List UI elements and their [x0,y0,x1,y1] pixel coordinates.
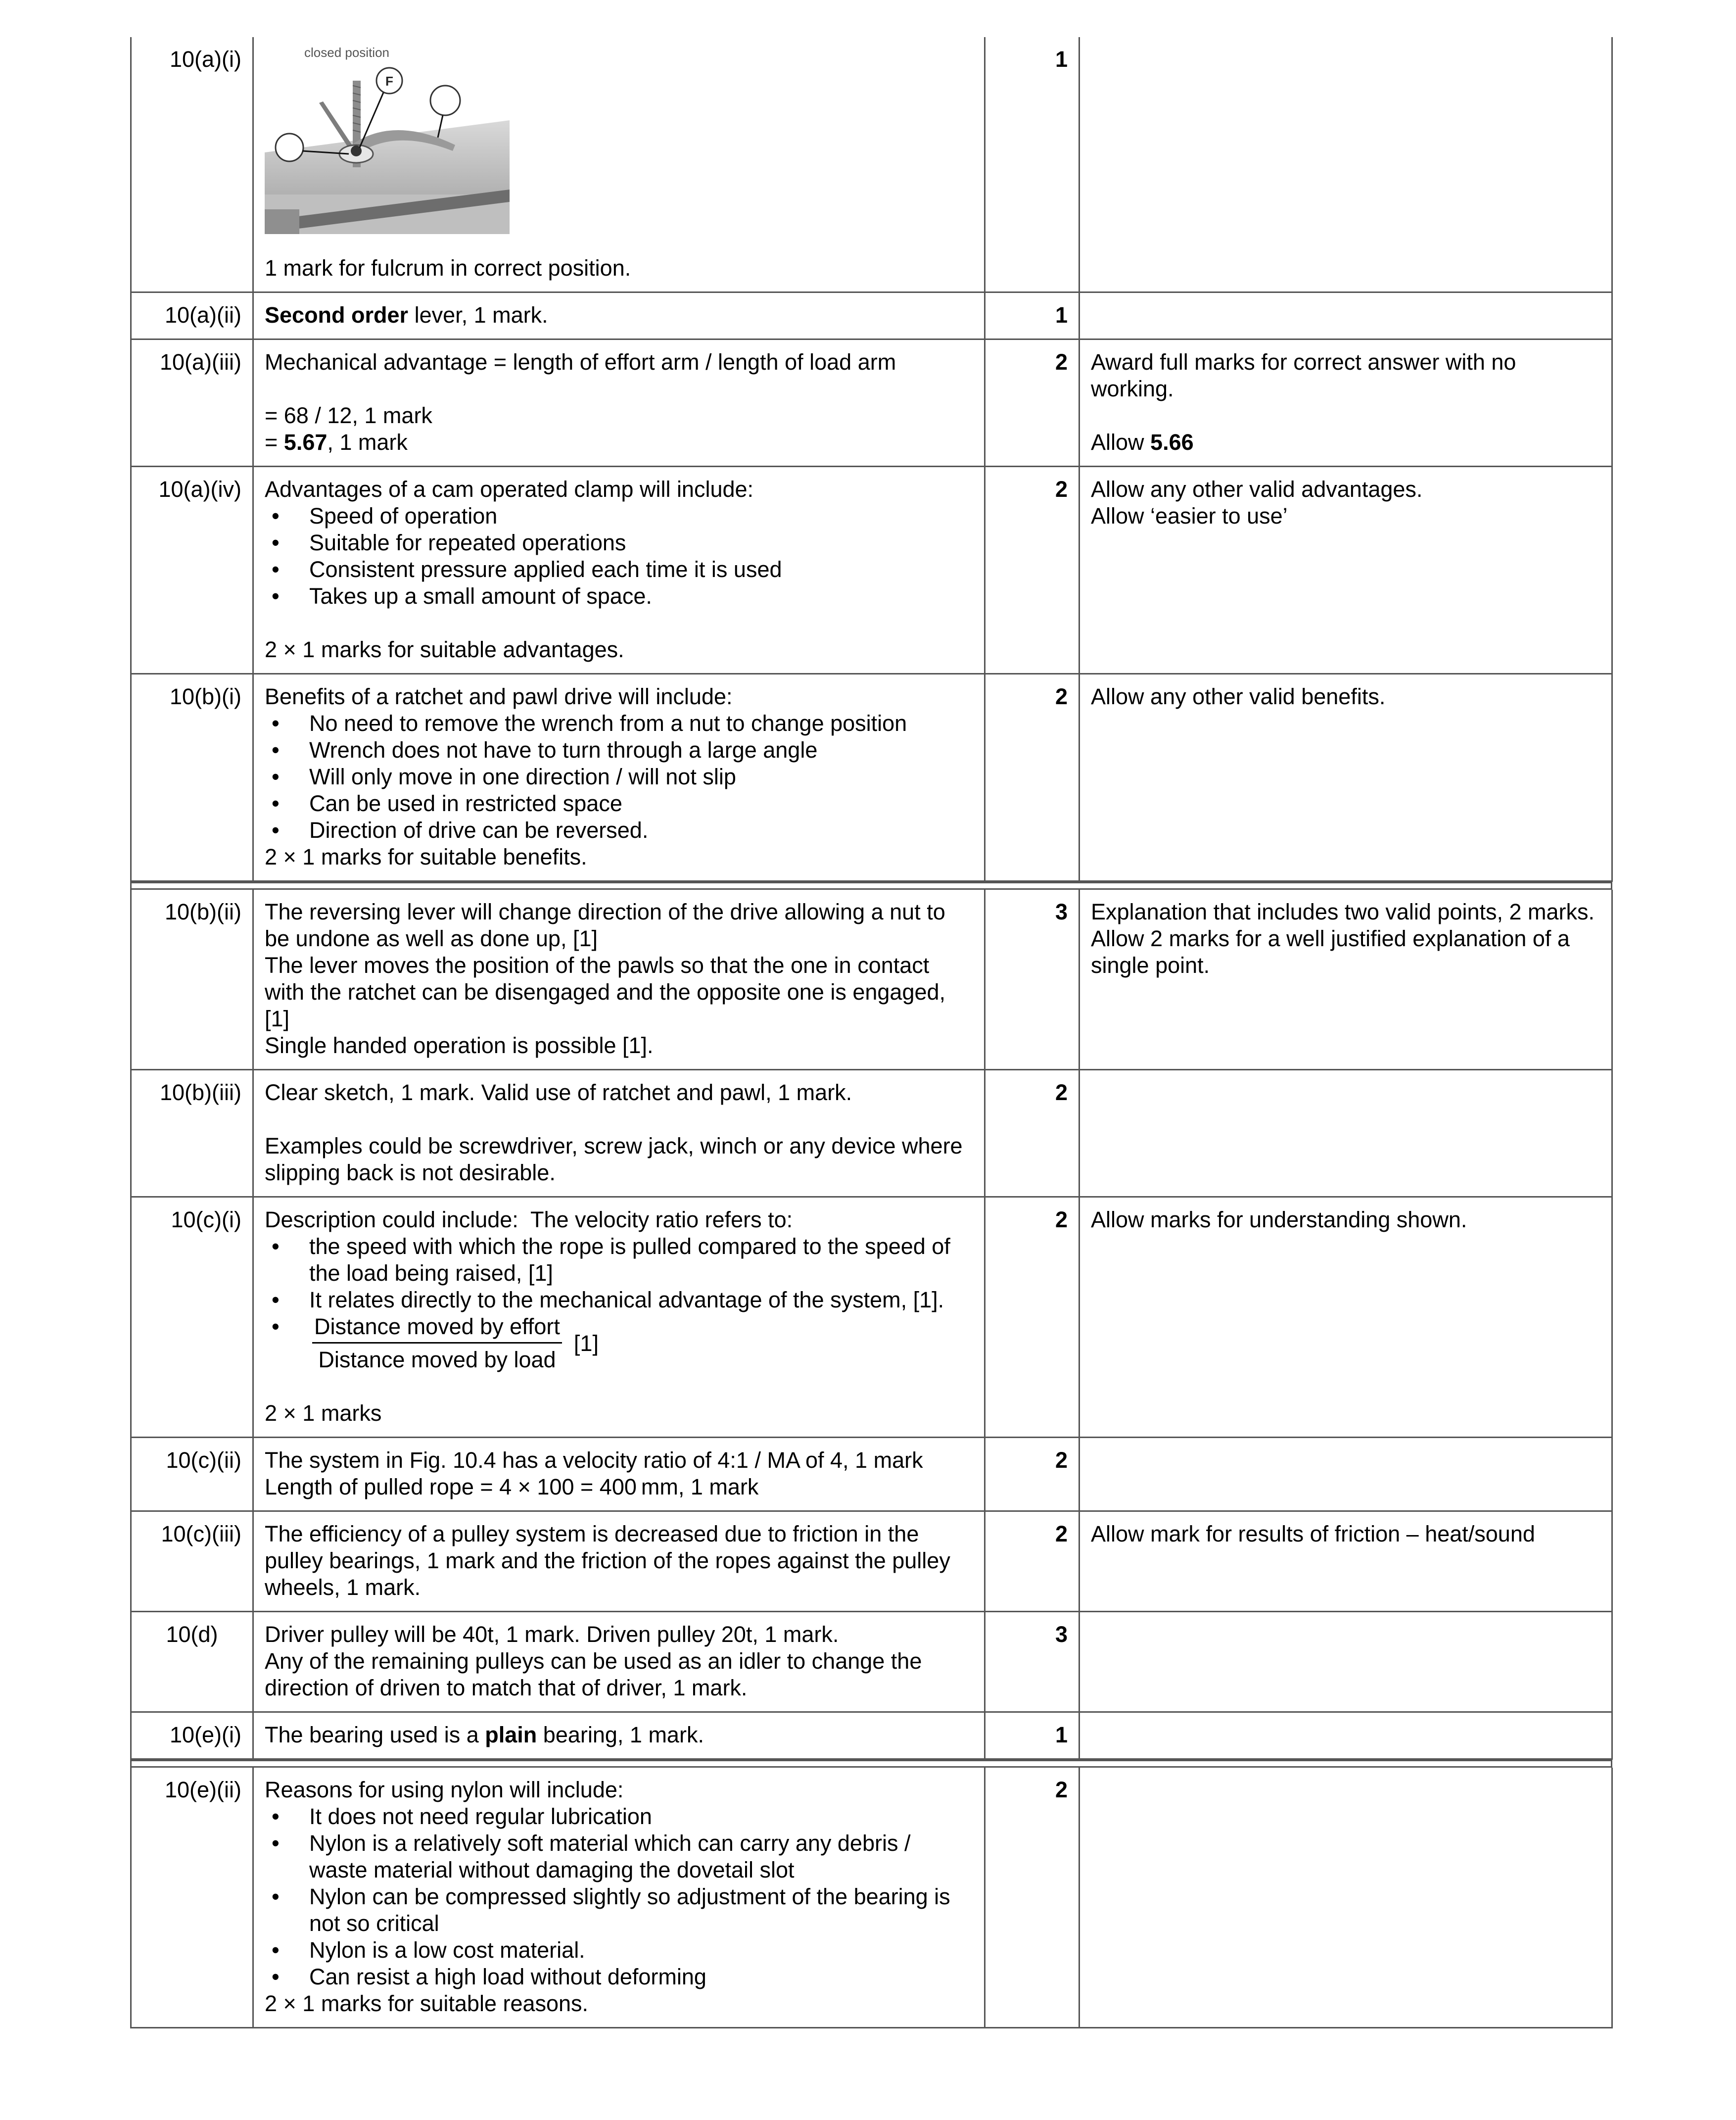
guidance-cell [1079,37,1612,292]
table-row [131,674,1612,881]
question-number: 10(e)(i) [131,1712,253,1759]
answer-line: The efficiency of a pulley system is decreased due to friction in the pulley bearings, 1 mark and the friction of the ropes against the pulley wheels, 1 mark. [265,1521,957,1600]
answer-cell [253,1070,985,1197]
answer-line: Driver pulley will be 40t, 1 mark. Driven pulley 20t, 1 mark. [265,1622,839,1647]
table-row [131,467,1612,674]
answer-line: Single handed operation is possible [1]. [265,1033,654,1058]
marks: 2 [985,1197,1079,1438]
answer-bold: Second order [265,302,409,328]
guidance-cell [1079,467,1612,674]
fulcrum-marker-label: F [385,74,393,89]
guidance-line: Allow 5.66 [1091,430,1194,455]
answer-cell [253,1511,985,1612]
answer-cell [253,339,985,467]
answer-line: = 68 / 12, 1 mark [265,403,432,428]
table-row [131,890,1612,1070]
answer-line: The reversing lever will change direction of the drive allowing a nut to be undone as well as done up, [1] [265,899,952,951]
question-number: 10(a)(iii) [131,339,253,467]
question-number: 10(e)(ii) [131,1768,253,2028]
answer-cell [253,37,985,292]
answer-text: lever, 1 mark. [408,302,548,328]
question-number: 10(c)(i) [131,1197,253,1438]
table-row [131,1768,1612,2028]
list-item: • Wrench does not have to turn through a large angle [265,737,973,764]
list-item: • No need to remove the wrench from a nut to change position [265,710,973,737]
answer-line: Any of the remaining pulleys can be used as an idler to change the direction of driven to match that of driver, 1 mark. [265,1648,928,1700]
answer-line: The system in Fig. 10.4 has a velocity ratio of 4:1 / MA of 4, 1 mark [265,1447,923,1473]
question-number: 10(c)(iii) [131,1511,253,1612]
guidance-cell: Allow marks for understanding shown. [1079,1197,1612,1438]
list-item: • Suitable for repeated operations [265,530,973,556]
answer-intro: Description could include: The velocity ratio refers to: [265,1207,793,1232]
guidance-line: Allow ‘easier to use’ [1091,503,1288,529]
marks: 2 [985,339,1079,467]
fraction-mark: [1] [573,1330,599,1356]
question-number: 10(c)(ii) [131,1438,253,1511]
answer-cell [253,1438,985,1511]
answer-intro: Benefits of a ratchet and pawl drive will include: [265,684,733,709]
answer-tail: 2 × 1 marks for suitable benefits. [265,844,587,869]
list-item: • It does not need regular lubrication [265,1803,973,1830]
guidance-cell: Allow any other valid benefits. [1079,674,1612,881]
marks: 3 [985,1612,1079,1712]
velocity-ratio-fraction [312,1313,562,1373]
guidance-line: Award full marks for correct answer with no working. [1091,349,1522,401]
marks: 2 [985,467,1079,674]
answer-cell [253,1612,985,1712]
answer-line: Clear sketch, 1 mark. Valid use of ratchet and pawl, 1 mark. [265,1080,852,1105]
fraction-numerator: • Distance moved by effort [312,1313,562,1344]
table-divider [130,1760,1612,1768]
question-number: 10(a)(iv) [131,467,253,674]
answer-cell: The bearing used is a plain bearing, 1 mark. [253,1712,985,1759]
answer-line: Mechanical advantage = length of effort arm / length of load arm [265,349,896,375]
guidance-cell [1079,339,1612,467]
guidance-cell [1079,890,1612,1070]
table-row [131,1511,1612,1612]
table-row [131,1070,1612,1197]
table-divider [130,882,1612,890]
bullet-list [265,710,973,844]
list-item: • Will only move in one direction / will not slip [265,764,973,790]
mark-scheme-page [130,37,1612,2028]
list-item: • Consistent pressure applied each time it is used [265,556,973,583]
answer-intro: Reasons for using nylon will include: [265,1777,624,1802]
marks: 1 [985,292,1079,339]
answer-tail: 2 × 1 marks for suitable reasons. [265,1991,589,2016]
answer-text: 1 mark for fulcrum in correct position. [265,255,631,281]
table-row [131,292,1612,339]
table-row [131,339,1612,467]
list-item: • Can resist a high load without deforming [265,1964,973,1990]
clamp-photo [265,46,510,234]
answer-tail: 2 × 1 marks [265,1400,382,1426]
list-item-fraction [265,1313,973,1373]
mark-scheme-table-1 [130,37,1613,882]
list-item: • It relates directly to the mechanical advantage of the system, [1]. [265,1287,973,1313]
bullet-list [265,1803,973,1990]
answer-cell [253,890,985,1070]
bullet-list [265,1233,973,1373]
guidance-line: Explanation that includes two valid points, 2 marks. [1091,899,1595,924]
fraction-denominator: Distance moved by load [318,1347,556,1372]
answer-line: Length of pulled rope = 4 × 100 = 400 mm, 1 mark [265,1474,759,1499]
answer-bold: 5.67 [283,430,328,455]
marks: 1 [985,37,1079,292]
marks: 2 [985,1768,1079,2028]
answer-intro: Advantages of a cam operated clamp will include: [265,477,754,502]
marks: 3 [985,890,1079,1070]
list-item: • Nylon can be compressed slightly so adjustment of the bearing is not so critical [265,1883,973,1937]
guidance-cell [1079,292,1612,339]
list-item: • Nylon is a low cost material. [265,1937,973,1964]
photo-caption: closed position [304,46,389,60]
answer-cell [253,674,985,881]
marks: 2 [985,674,1079,881]
answer-cell [253,292,985,339]
guidance-bold: 5.66 [1150,430,1194,455]
list-item: • Can be used in restricted space [265,790,973,817]
question-number: 10(b)(ii) [131,890,253,1070]
table-row [131,1438,1612,1511]
guidance-cell: Allow mark for results of friction – heat/sound [1079,1511,1612,1612]
table-row [131,1197,1612,1438]
guidance-line: Allow any other valid advantages. [1091,477,1423,502]
list-item: • Takes up a small amount of space. [265,583,973,610]
question-number: 10(a)(i) [131,37,253,292]
table-row [131,1712,1612,1759]
answer-line: = 5.67, 1 mark [265,430,408,455]
answer-cell [253,1768,985,2028]
table-row [131,37,1612,292]
answer-cell [253,467,985,674]
marks: 2 [985,1438,1079,1511]
guidance-cell [1079,1712,1612,1759]
answer-bold: plain [485,1722,537,1747]
list-item: • Speed of operation [265,503,973,530]
guidance-cell [1079,1438,1612,1511]
marks: 2 [985,1511,1079,1612]
answer-line: The lever moves the position of the pawls so that the one in contact with the ratchet can be disengaged and the opposite one is engaged, [1] [265,953,952,1031]
question-number: 10(d) [131,1612,253,1712]
marks: 1 [985,1712,1079,1759]
question-number: 10(b)(i) [131,674,253,881]
answer-line: Examples could be screwdriver, screw jack, winch or any device where slipping back is not desirable. [265,1133,969,1185]
marks: 2 [985,1070,1079,1197]
list-item: • Direction of drive can be reversed. [265,817,973,844]
guidance-line: Allow 2 marks for a well justified explanation of a single point. [1091,926,1576,978]
answer-cell [253,1197,985,1438]
list-item: • the speed with which the rope is pulled compared to the speed of the load being raised, [1] [265,1233,973,1287]
answer-tail: 2 × 1 marks for suitable advantages. [265,637,624,662]
question-number: 10(b)(iii) [131,1070,253,1197]
guidance-cell [1079,1612,1612,1712]
table-row [131,1612,1612,1712]
guidance-cell [1079,1768,1612,2028]
question-number: 10(a)(ii) [131,292,253,339]
guidance-cell [1079,1070,1612,1197]
bullet-list [265,503,973,610]
mark-scheme-table-2 [130,890,1613,1760]
mark-scheme-table-3 [130,1768,1613,2028]
list-item: • Nylon is a relatively soft material which can carry any debris / waste material without damaging the dovetail slot [265,1830,973,1883]
